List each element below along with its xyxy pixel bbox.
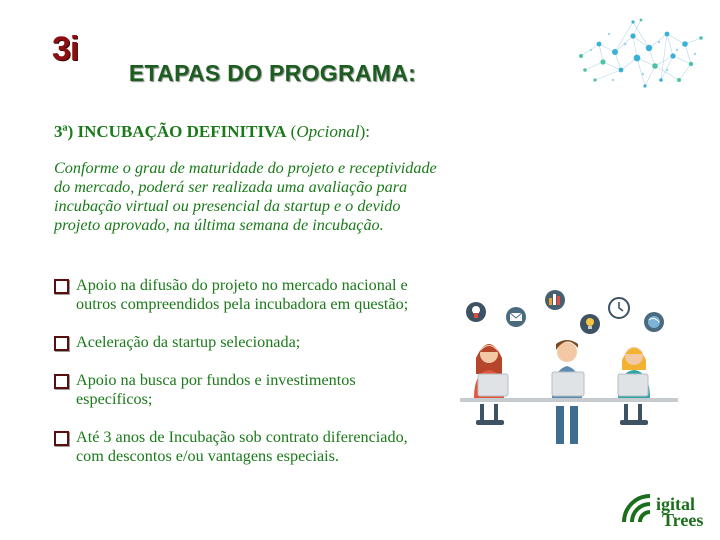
list-item-text: Até 3 anos de Incubação sob contrato diferenciado, com descontos e/ou vantagens especiais. [76,428,408,465]
page-title: ETAPAS DO PROGRAMA: [128,60,417,86]
checkbox-bullet-icon [54,279,69,294]
list-item [54,428,434,466]
section-heading [54,122,370,142]
checkbox-bullet-icon [54,336,69,351]
list-item-text: Apoio na busca por fundos e investimentos específicos; [76,371,356,408]
brand-word-trees: Trees [662,510,704,530]
laptops [478,372,648,396]
intro-paragraph: Conforme o grau de maturidade do projeto e receptividade do mercado, poderá ser realizada uma avaliação para incubação virtual ou presencial da startup e o devido projeto aprovado, na última semana de incubação. [54,159,437,234]
network-dots-icon [575,14,707,96]
list-item [54,276,434,314]
logo-3i: 3i [52,30,79,68]
section-heading-open: ( [286,122,297,141]
section-heading-bold: 3ª) INCUBAÇÃO DEFINITIVA [54,122,287,141]
list-item-text: Apoio na difusão do projeto no mercado nacional e outros compreendidos pela incubadora em questão; [76,276,409,313]
floating-icons [466,290,664,334]
people-at-laptops-illustration [456,286,682,450]
checkbox-bullet-icon [54,374,69,389]
list-item [54,333,434,352]
list-item-text: Aceleração da startup selecionada; [76,333,301,351]
list-item [54,371,434,409]
section-heading-italic: Opcional [296,122,360,141]
digital-trees-signal-icon [620,492,660,526]
checkbox-bullet-icon [54,431,69,446]
bullet-list [54,276,434,466]
digital-trees-logo [620,492,712,532]
section-heading-close: ): [359,122,371,141]
brand-word-digital: igital [656,494,695,514]
